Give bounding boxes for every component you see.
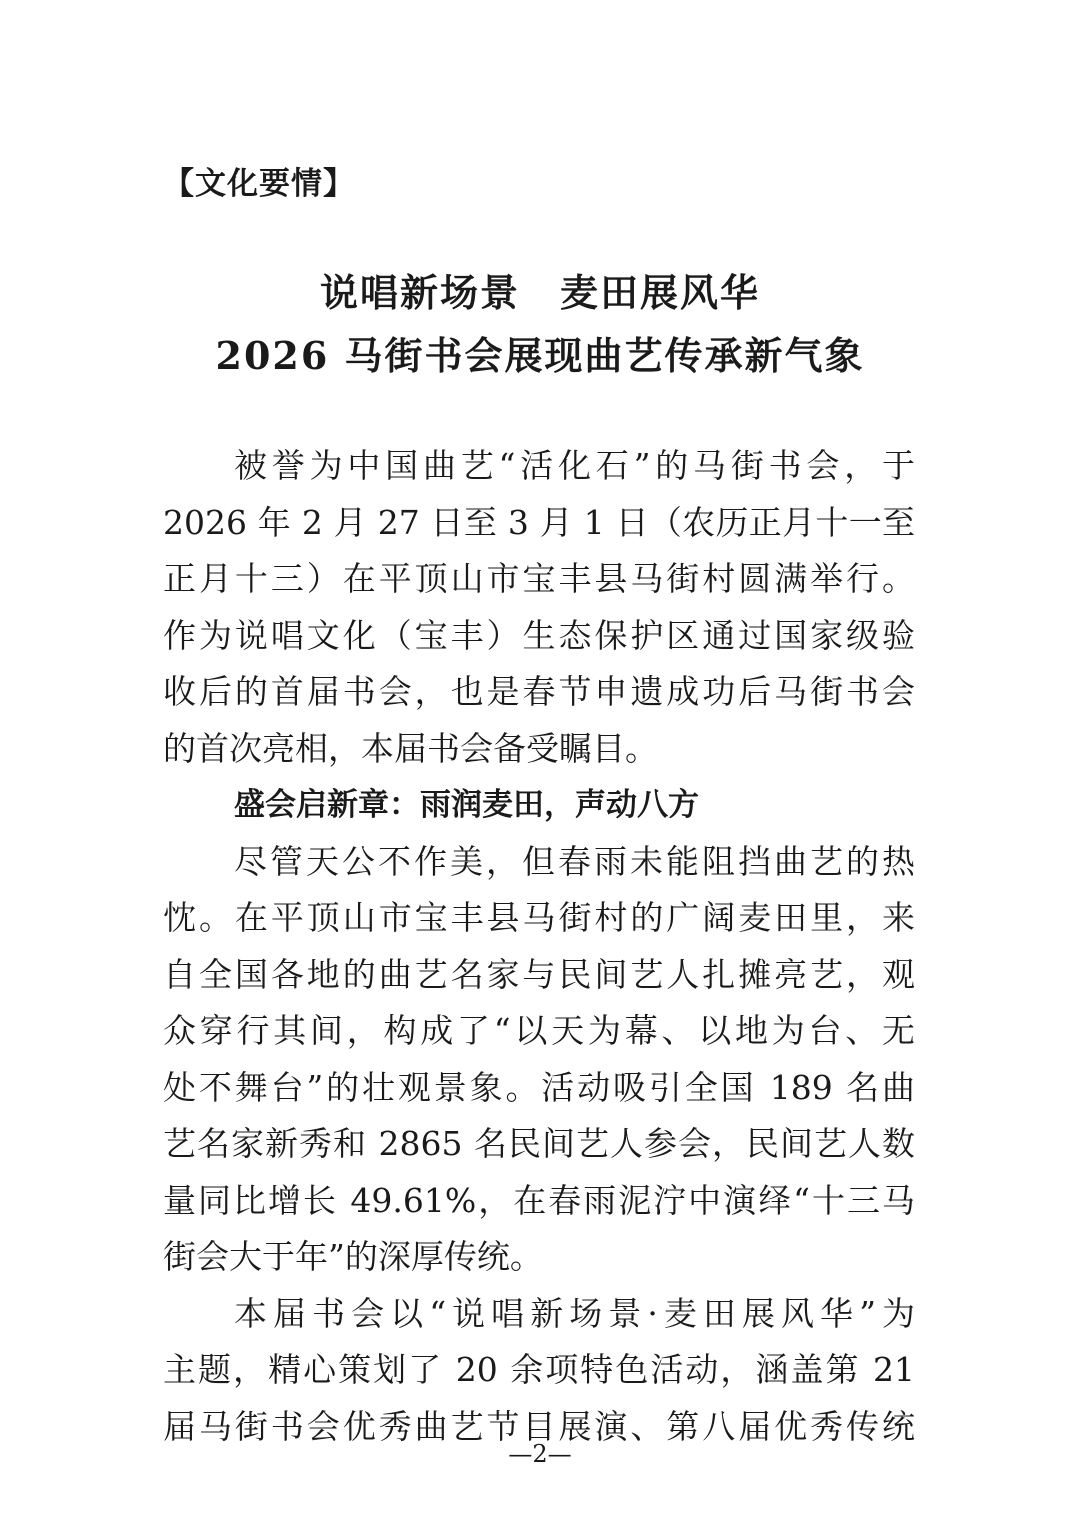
body-line: 2026 年 2 月 27 日至 3 月 1 日（农历正月十一至 xyxy=(163,502,915,542)
section-tag: 【文化要情】 xyxy=(163,166,355,202)
title-line-2: 2026 马街书会展现曲艺传承新气象 xyxy=(215,333,865,378)
subheading: 盛会启新章：雨润麦田，声动八方 xyxy=(234,787,699,823)
body-line: 街会大于年”的深厚传统。 xyxy=(163,1237,543,1276)
body-line: 正月十三）在平顶山市宝丰县马街村圆满举行。 xyxy=(163,559,915,598)
article-body xyxy=(163,438,915,1455)
title-line-1: 说唱新场景 麦田展风华 xyxy=(319,270,760,315)
body-line: 自全国各地的曲艺名家与民间艺人扎摊亮艺，观 xyxy=(163,954,915,994)
body-line: 众穿行其间，构成了“以天为幕、以地为台、无 xyxy=(163,1011,915,1050)
body-line: 被誉为中国曲艺“活化石”的马街书会，于 xyxy=(234,446,915,485)
body-line: 艺名家新秀和 2865 名民间艺人参会，民间艺人数 xyxy=(163,1124,915,1163)
body-line: 的首次亮相，本届书会备受瞩目。 xyxy=(163,728,658,768)
body-line: 届马街书会优秀曲艺节目展演、第八届优秀传统 xyxy=(163,1406,915,1446)
body-line: 主题，精心策划了 20 余项特色活动，涵盖第 21 xyxy=(163,1350,915,1389)
body-line: 尽管天公不作美，但春雨未能阻挡曲艺的热 xyxy=(234,841,915,881)
body-line: 收后的首届书会，也是春节申遗成功后马街书会 xyxy=(163,672,915,711)
body-line: 本届书会以“说唱新场景·麦田展风华”为 xyxy=(234,1293,915,1333)
body-line: 忱。在平顶山市宝丰县马街村的广阔麦田里，来 xyxy=(163,898,915,937)
page-number: —2— xyxy=(508,1440,572,1468)
body-line: 处不舞台”的壮观景象。活动吸引全国 189 名曲 xyxy=(163,1067,915,1107)
body-line: 量同比增长 49.61%，在春雨泥泞中演绎“十三马 xyxy=(163,1180,915,1220)
body-line: 作为说唱文化（宝丰）生态保护区通过国家级验 xyxy=(163,615,915,655)
